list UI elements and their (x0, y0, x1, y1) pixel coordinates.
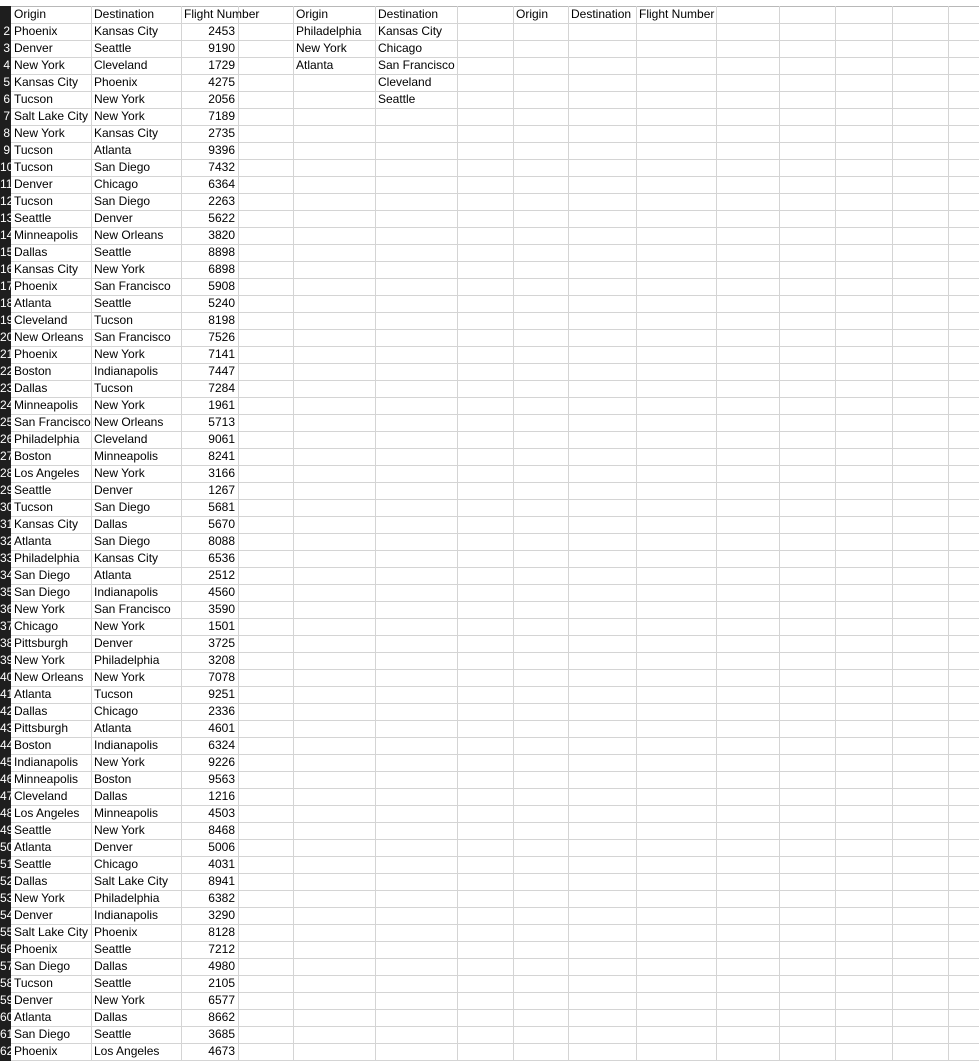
origin-cell[interactable]: Kansas City (14, 517, 79, 531)
row-number[interactable]: 62 (0, 1044, 14, 1058)
origin-cell[interactable]: Atlanta (14, 1010, 52, 1024)
row-number[interactable]: 4 (3, 58, 10, 72)
flight-number-cell[interactable]: 3290 (208, 908, 235, 922)
row-number[interactable]: 25 (0, 415, 14, 429)
row-number[interactable]: 28 (0, 466, 14, 480)
destination-cell[interactable]: Chicago (94, 704, 139, 718)
flight-number-cell[interactable]: 3820 (208, 228, 235, 242)
destination-cell[interactable]: Chicago (94, 177, 139, 191)
origin-cell[interactable]: Atlanta (14, 840, 52, 854)
row-number[interactable]: 32 (0, 534, 14, 548)
destination-cell[interactable]: New Orleans (94, 228, 164, 242)
flight-number-cell[interactable]: 5622 (208, 211, 235, 225)
flight-number-cell[interactable]: 5006 (208, 840, 235, 854)
criteria-destination-cell[interactable]: Chicago (378, 41, 423, 55)
row-number[interactable]: 22 (0, 364, 14, 378)
origin-cell[interactable]: Atlanta (14, 687, 52, 701)
row-number[interactable]: 15 (0, 245, 14, 259)
destination-cell[interactable]: Seattle (94, 1027, 132, 1041)
origin-cell[interactable]: San Francisco (14, 415, 91, 429)
flight-number-cell[interactable]: 9226 (208, 755, 235, 769)
flight-number-cell[interactable]: 9563 (208, 772, 235, 786)
row-number[interactable]: 27 (0, 449, 14, 463)
flight-number-cell[interactable]: 1267 (208, 483, 235, 497)
destination-cell[interactable]: Phoenix (94, 925, 138, 939)
row-number[interactable]: 21 (0, 347, 14, 361)
destination-cell[interactable]: Seattle (94, 942, 132, 956)
flight-number-cell[interactable]: 7078 (208, 670, 235, 684)
flight-number-cell[interactable]: 8088 (208, 534, 235, 548)
flight-number-cell[interactable]: 4503 (208, 806, 235, 820)
flight-number-cell[interactable]: 4275 (208, 75, 235, 89)
criteria-destination-cell[interactable]: San Francisco (378, 58, 455, 72)
flight-number-cell[interactable]: 4031 (208, 857, 235, 871)
destination-cell[interactable]: Philadelphia (94, 653, 160, 667)
row-number[interactable]: 23 (0, 381, 14, 395)
flight-number-cell[interactable]: 5681 (208, 500, 235, 514)
destination-cell[interactable]: Tucson (94, 381, 133, 395)
destination-cell[interactable]: Denver (94, 211, 133, 225)
criteria-origin-cell[interactable]: New York (296, 41, 347, 55)
flight-number-cell[interactable]: 6382 (208, 891, 235, 905)
origin-cell[interactable]: New Orleans (14, 330, 84, 344)
flight-number-cell[interactable]: 9190 (208, 41, 235, 55)
flight-number-cell[interactable]: 7284 (208, 381, 235, 395)
row-number[interactable]: 43 (0, 721, 14, 735)
origin-cell[interactable]: Philadelphia (14, 551, 80, 565)
flight-number-cell[interactable]: 6364 (208, 177, 235, 191)
flight-number-cell[interactable]: 6577 (208, 993, 235, 1007)
origin-cell[interactable]: Phoenix (14, 347, 58, 361)
origin-cell[interactable]: Phoenix (14, 279, 58, 293)
row-number[interactable]: 39 (0, 653, 14, 667)
flight-number-cell[interactable]: 8241 (208, 449, 235, 463)
destination-cell[interactable]: San Francisco (94, 279, 171, 293)
destination-cell[interactable]: Indianapolis (94, 364, 159, 378)
origin-cell[interactable]: Denver (14, 41, 53, 55)
row-number[interactable]: 9 (3, 143, 10, 157)
origin-cell[interactable]: Los Angeles (14, 466, 80, 480)
destination-cell[interactable]: New York (94, 823, 145, 837)
flight-number-cell[interactable]: 2453 (208, 24, 235, 38)
origin-cell[interactable]: San Diego (14, 568, 71, 582)
row-number[interactable]: 10 (0, 160, 14, 174)
row-number[interactable]: 26 (0, 432, 14, 446)
flight-number-cell[interactable]: 6898 (208, 262, 235, 276)
destination-cell[interactable]: New York (94, 262, 145, 276)
flight-number-cell[interactable]: 7447 (208, 364, 235, 378)
origin-cell[interactable]: New York (14, 126, 65, 140)
destination-cell[interactable]: Denver (94, 483, 133, 497)
flight-number-cell[interactable]: 2735 (208, 126, 235, 140)
output-header-origin[interactable]: Origin (516, 7, 549, 21)
row-number[interactable]: 53 (0, 891, 14, 905)
destination-cell[interactable]: Seattle (94, 245, 132, 259)
flight-number-cell[interactable]: 5713 (208, 415, 235, 429)
row-number[interactable]: 57 (0, 959, 14, 973)
destination-cell[interactable]: New York (94, 347, 145, 361)
row-number[interactable]: 52 (0, 874, 14, 888)
destination-cell[interactable]: Kansas City (94, 24, 159, 38)
flight-number-cell[interactable]: 4601 (208, 721, 235, 735)
flight-number-cell[interactable]: 8468 (208, 823, 235, 837)
row-number[interactable]: 37 (0, 619, 14, 633)
row-number[interactable]: 42 (0, 704, 14, 718)
output-header-flight-number[interactable]: Flight Number (639, 7, 715, 21)
flight-number-cell[interactable]: 3685 (208, 1027, 235, 1041)
origin-cell[interactable]: Tucson (14, 194, 53, 208)
flight-number-cell[interactable]: 2512 (208, 568, 235, 582)
flight-number-cell[interactable]: 2056 (208, 92, 235, 106)
origin-cell[interactable]: Salt Lake City (14, 925, 89, 939)
destination-cell[interactable]: New York (94, 670, 145, 684)
destination-cell[interactable]: Tucson (94, 687, 133, 701)
origin-cell[interactable]: Atlanta (14, 534, 52, 548)
destination-cell[interactable]: Atlanta (94, 721, 132, 735)
flight-number-cell[interactable]: 9061 (208, 432, 235, 446)
flight-number-cell[interactable]: 2105 (208, 976, 235, 990)
destination-cell[interactable]: San Diego (94, 500, 151, 514)
origin-cell[interactable]: New York (14, 891, 65, 905)
destination-cell[interactable]: Indianapolis (94, 738, 159, 752)
origin-cell[interactable]: Boston (14, 738, 52, 752)
row-number[interactable]: 14 (0, 228, 14, 242)
origin-cell[interactable]: Chicago (14, 619, 59, 633)
destination-cell[interactable]: Denver (94, 636, 133, 650)
row-number[interactable] (0, 6, 11, 23)
destination-cell[interactable]: Boston (94, 772, 132, 786)
origin-cell[interactable]: Minneapolis (14, 772, 79, 786)
destination-cell[interactable]: Atlanta (94, 143, 132, 157)
destination-cell[interactable]: San Francisco (94, 330, 171, 344)
row-number[interactable]: 47 (0, 789, 14, 803)
destination-cell[interactable]: Minneapolis (94, 806, 159, 820)
row-number[interactable]: 48 (0, 806, 14, 820)
origin-cell[interactable]: New Orleans (14, 670, 84, 684)
flight-number-cell[interactable]: 7189 (208, 109, 235, 123)
destination-cell[interactable]: Cleveland (94, 432, 148, 446)
row-number[interactable]: 59 (0, 993, 14, 1007)
flight-number-cell[interactable]: 8941 (208, 874, 235, 888)
origin-cell[interactable]: Dallas (14, 381, 48, 395)
origin-cell[interactable]: Minneapolis (14, 228, 79, 242)
origin-cell[interactable]: Denver (14, 993, 53, 1007)
origin-cell[interactable]: Phoenix (14, 942, 58, 956)
flight-number-cell[interactable]: 5908 (208, 279, 235, 293)
origin-cell[interactable]: Minneapolis (14, 398, 79, 412)
row-number[interactable]: 56 (0, 942, 14, 956)
destination-cell[interactable]: New York (94, 619, 145, 633)
destination-cell[interactable]: New York (94, 755, 145, 769)
flight-number-cell[interactable]: 4560 (208, 585, 235, 599)
origin-cell[interactable]: Philadelphia (14, 432, 80, 446)
origin-cell[interactable]: San Diego (14, 1027, 71, 1041)
flight-number-cell[interactable]: 2336 (208, 704, 235, 718)
origin-cell[interactable]: Denver (14, 908, 53, 922)
criteria-origin-cell[interactable]: Philadelphia (296, 24, 362, 38)
destination-cell[interactable]: New York (94, 466, 145, 480)
row-number[interactable]: 19 (0, 313, 14, 327)
origin-cell[interactable]: Pittsburgh (14, 721, 69, 735)
criteria-header-destination[interactable]: Destination (378, 7, 439, 21)
row-number[interactable]: 5 (3, 75, 10, 89)
destination-cell[interactable]: Tucson (94, 313, 133, 327)
row-number[interactable]: 31 (0, 517, 14, 531)
row-number[interactable]: 45 (0, 755, 14, 769)
origin-cell[interactable]: Cleveland (14, 789, 68, 803)
row-number[interactable]: 44 (0, 738, 14, 752)
row-number[interactable]: 34 (0, 568, 14, 582)
destination-cell[interactable]: Indianapolis (94, 908, 159, 922)
destination-cell[interactable]: Seattle (94, 296, 132, 310)
header-flight-number[interactable]: Flight Number (184, 7, 260, 21)
origin-cell[interactable]: Seattle (14, 211, 52, 225)
flight-number-cell[interactable]: 8198 (208, 313, 235, 327)
destination-cell[interactable]: New York (94, 92, 145, 106)
flight-number-cell[interactable]: 6536 (208, 551, 235, 565)
origin-cell[interactable]: Dallas (14, 245, 48, 259)
flight-number-cell[interactable]: 3590 (208, 602, 235, 616)
flight-number-cell[interactable]: 1216 (208, 789, 235, 803)
row-number[interactable]: 16 (0, 262, 14, 276)
origin-cell[interactable]: Seattle (14, 483, 52, 497)
row-number[interactable]: 3 (3, 41, 10, 55)
row-number[interactable]: 2 (3, 24, 10, 38)
origin-cell[interactable]: Atlanta (14, 296, 52, 310)
origin-cell[interactable]: Phoenix (14, 24, 58, 38)
row-header-column[interactable] (0, 6, 14, 1061)
row-number[interactable]: 7 (3, 109, 10, 123)
row-number[interactable]: 40 (0, 670, 14, 684)
origin-cell[interactable]: Tucson (14, 92, 53, 106)
flight-number-cell[interactable]: 7526 (208, 330, 235, 344)
origin-cell[interactable]: Kansas City (14, 75, 79, 89)
flight-number-cell[interactable]: 3208 (208, 653, 235, 667)
row-number[interactable]: 51 (0, 857, 14, 871)
origin-cell[interactable]: San Diego (14, 585, 71, 599)
flight-number-cell[interactable]: 4673 (208, 1044, 235, 1058)
destination-cell[interactable]: Indianapolis (94, 585, 159, 599)
destination-cell[interactable]: Kansas City (94, 126, 159, 140)
criteria-destination-cell[interactable]: Cleveland (378, 75, 432, 89)
flight-number-cell[interactable]: 1729 (208, 58, 235, 72)
destination-cell[interactable]: Cleveland (94, 58, 148, 72)
flight-number-cell[interactable]: 7432 (208, 160, 235, 174)
origin-cell[interactable]: Boston (14, 449, 52, 463)
flight-number-cell[interactable]: 8662 (208, 1010, 235, 1024)
row-number[interactable]: 29 (0, 483, 14, 497)
origin-cell[interactable]: Phoenix (14, 1044, 58, 1058)
flight-number-cell[interactable]: 4980 (208, 959, 235, 973)
destination-cell[interactable]: Denver (94, 840, 133, 854)
destination-cell[interactable]: Minneapolis (94, 449, 159, 463)
flight-number-cell[interactable]: 7212 (208, 942, 235, 956)
origin-cell[interactable]: Dallas (14, 704, 48, 718)
origin-cell[interactable]: Tucson (14, 976, 53, 990)
row-number[interactable]: 17 (0, 279, 14, 293)
row-number[interactable]: 54 (0, 908, 14, 922)
row-number[interactable]: 8 (3, 126, 10, 140)
destination-cell[interactable]: New York (94, 109, 145, 123)
flight-number-cell[interactable]: 9251 (208, 687, 235, 701)
flight-number-cell[interactable]: 8898 (208, 245, 235, 259)
flight-number-cell[interactable]: 1961 (208, 398, 235, 412)
origin-cell[interactable]: Salt Lake City (14, 109, 89, 123)
flight-number-cell[interactable]: 7141 (208, 347, 235, 361)
row-number[interactable]: 55 (0, 925, 14, 939)
destination-cell[interactable]: Dallas (94, 959, 128, 973)
row-number[interactable]: 6 (3, 92, 10, 106)
destination-cell[interactable]: San Diego (94, 534, 151, 548)
origin-cell[interactable]: New York (14, 653, 65, 667)
origin-cell[interactable]: Los Angeles (14, 806, 80, 820)
row-number[interactable]: 38 (0, 636, 14, 650)
destination-cell[interactable]: New York (94, 993, 145, 1007)
header-destination[interactable]: Destination (94, 7, 155, 21)
criteria-origin-cell[interactable]: Atlanta (296, 58, 334, 72)
destination-cell[interactable]: Atlanta (94, 568, 132, 582)
flight-number-cell[interactable]: 9396 (208, 143, 235, 157)
destination-cell[interactable]: Seattle (94, 976, 132, 990)
origin-cell[interactable]: San Diego (14, 959, 71, 973)
destination-cell[interactable]: New York (94, 398, 145, 412)
destination-cell[interactable]: Philadelphia (94, 891, 160, 905)
row-number[interactable]: 24 (0, 398, 14, 412)
origin-cell[interactable]: Cleveland (14, 313, 68, 327)
origin-cell[interactable]: Denver (14, 177, 53, 191)
flight-number-cell[interactable]: 8128 (208, 925, 235, 939)
origin-cell[interactable]: New York (14, 602, 65, 616)
row-number[interactable]: 50 (0, 840, 14, 854)
row-number[interactable]: 58 (0, 976, 14, 990)
row-number[interactable]: 20 (0, 330, 14, 344)
flight-number-cell[interactable]: 6324 (208, 738, 235, 752)
row-number[interactable]: 12 (0, 194, 14, 208)
destination-cell[interactable]: Dallas (94, 517, 128, 531)
origin-cell[interactable]: New York (14, 58, 65, 72)
criteria-destination-cell[interactable]: Kansas City (378, 24, 443, 38)
destination-cell[interactable]: Dallas (94, 789, 128, 803)
row-number[interactable]: 41 (0, 687, 14, 701)
origin-cell[interactable]: Tucson (14, 500, 53, 514)
row-number[interactable]: 33 (0, 551, 14, 565)
destination-cell[interactable]: San Francisco (94, 602, 171, 616)
destination-cell[interactable]: Chicago (94, 857, 139, 871)
origin-cell[interactable]: Tucson (14, 160, 53, 174)
header-origin[interactable]: Origin (14, 7, 47, 21)
flight-number-cell[interactable]: 3166 (208, 466, 235, 480)
origin-cell[interactable]: Dallas (14, 874, 48, 888)
origin-cell[interactable]: Seattle (14, 823, 52, 837)
origin-cell[interactable]: Tucson (14, 143, 53, 157)
row-number[interactable]: 11 (0, 177, 13, 191)
flight-number-cell[interactable]: 5240 (208, 296, 235, 310)
destination-cell[interactable]: Seattle (94, 41, 132, 55)
origin-cell[interactable]: Seattle (14, 857, 52, 871)
destination-cell[interactable]: San Diego (94, 160, 151, 174)
row-number[interactable]: 36 (0, 602, 14, 616)
criteria-destination-cell[interactable]: Seattle (378, 92, 416, 106)
row-number[interactable]: 13 (0, 211, 14, 225)
row-number[interactable]: 46 (0, 772, 14, 786)
flight-number-cell[interactable]: 5670 (208, 517, 235, 531)
row-number[interactable]: 49 (0, 823, 14, 837)
flight-number-cell[interactable]: 2263 (208, 194, 235, 208)
destination-cell[interactable]: New Orleans (94, 415, 164, 429)
origin-cell[interactable]: Boston (14, 364, 52, 378)
criteria-header-origin[interactable]: Origin (296, 7, 329, 21)
row-number[interactable]: 61 (0, 1027, 14, 1041)
origin-cell[interactable]: Kansas City (14, 262, 79, 276)
row-number[interactable]: 30 (0, 500, 14, 514)
destination-cell[interactable]: Dallas (94, 1010, 128, 1024)
origin-cell[interactable]: Pittsburgh (14, 636, 69, 650)
destination-cell[interactable]: Salt Lake City (94, 874, 169, 888)
flight-number-cell[interactable]: 3725 (208, 636, 235, 650)
output-header-destination[interactable]: Destination (571, 7, 632, 21)
flight-number-cell[interactable]: 1501 (208, 619, 235, 633)
row-number[interactable]: 18 (0, 296, 14, 310)
destination-cell[interactable]: Los Angeles (94, 1044, 160, 1058)
destination-cell[interactable]: Kansas City (94, 551, 159, 565)
destination-cell[interactable]: Phoenix (94, 75, 138, 89)
row-number[interactable]: 35 (0, 585, 14, 599)
origin-cell[interactable]: Indianapolis (14, 755, 79, 769)
row-number[interactable]: 60 (0, 1010, 14, 1024)
destination-cell[interactable]: San Diego (94, 194, 151, 208)
